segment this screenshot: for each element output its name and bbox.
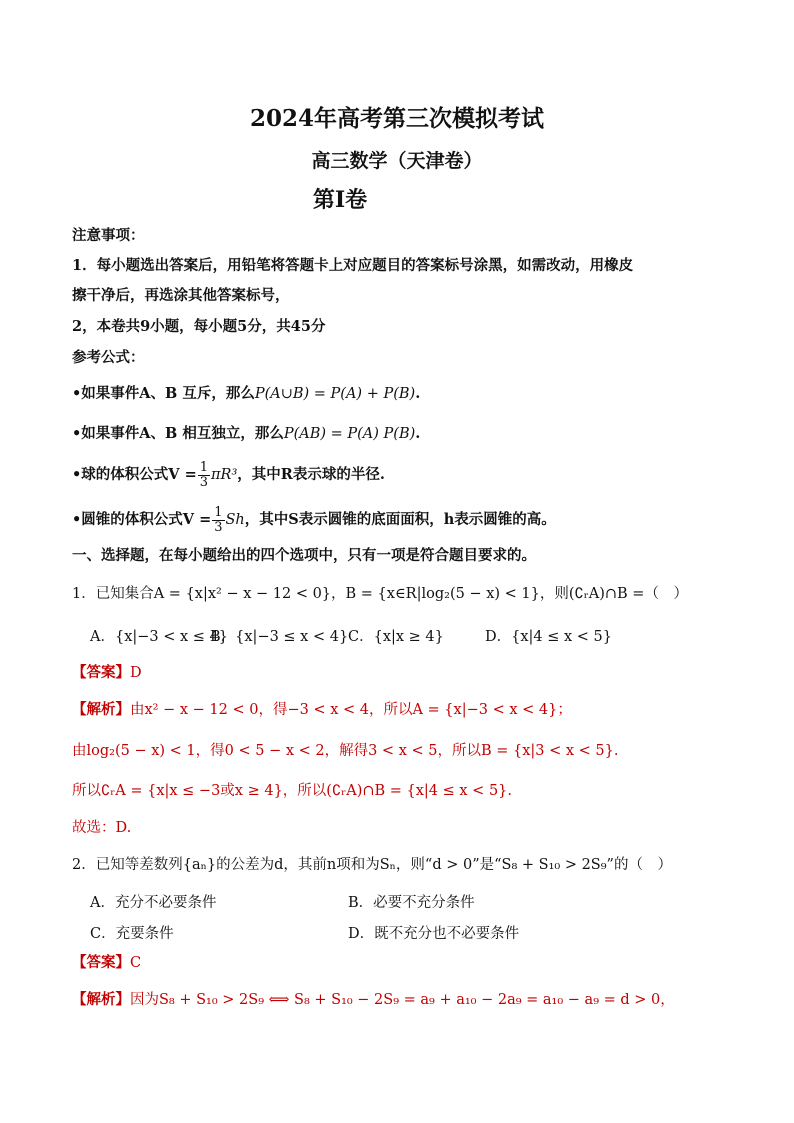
formula-3-prefix: •球的体积公式V = — [72, 466, 197, 483]
page-subtitle: 高三数学（天津卷） — [311, 150, 483, 172]
question-1-option-d: D．{x|4 ≤ x < 5} — [485, 629, 613, 645]
question-2-stem: 2．已知等差数列{aₙ}的公差为d，其前n项和为Sₙ，则“d > 0”是“S₈ + S₁₀ > 2S₉”的（ ） — [72, 857, 672, 873]
question-1-option-b: B．{x|−3 ≤ x < 4} — [210, 629, 349, 645]
question-1-option-a: A．{x|−3 < x ≤ 4} — [90, 629, 228, 645]
page-title: 2024年高考第三次模拟考试 — [249, 105, 544, 132]
question-2-answer — [72, 953, 141, 973]
analysis-tag: 【解析】 — [72, 991, 130, 1008]
question-2-option-c: C．充要条件 — [90, 926, 174, 942]
section-heading-choice: 一、选择题，在每小题给出的四个选项中，只有一项是符合题目要求的。 — [72, 547, 536, 564]
answer-tag: 【答案】 — [72, 664, 130, 681]
formula-1-suffix: . — [415, 385, 421, 402]
question-1-conclusion: 故选：D. — [72, 820, 132, 836]
question-2-option-d: D．既不充分也不必要条件 — [348, 926, 520, 942]
notice-item-1-line-1: 1．每小题选出答案后，用铅笔将答题卡上对应题目的答案标号涂黑，如需改动，用橡皮 — [72, 257, 634, 274]
formula-mutually-exclusive — [72, 384, 420, 404]
question-2-option-b: B．必要不充分条件 — [348, 895, 475, 911]
formula-4-prefix: •圆锥的体积公式V = — [72, 511, 212, 528]
question-1-analysis-1 — [72, 700, 572, 720]
notice-heading: 注意事项： — [72, 227, 145, 244]
formula-cone-volume — [72, 504, 556, 536]
formula-3-math: πR³ — [211, 467, 238, 483]
volume-heading: 第I卷 — [312, 187, 368, 213]
notice-item-1-line-2: 擦干净后，再选涂其他答案标号， — [72, 287, 290, 304]
formulas-heading: 参考公式： — [72, 349, 145, 366]
answer-tag: 【答案】 — [72, 954, 130, 971]
question-2-option-a: A．充分不必要条件 — [90, 895, 217, 911]
formula-2-math: P(AB) = P(A) P(B) — [283, 426, 416, 442]
question-1-stem: 1．已知集合A = {x|x² − x − 12 < 0}，B = {x∈R|log₂(5 − x) < 1}，则(∁ᵣA)∩B =（ ） — [72, 586, 688, 602]
formula-independent — [72, 424, 420, 444]
formula-4-math: Sh — [225, 512, 245, 528]
formula-2-suffix: . — [415, 425, 421, 442]
analysis-text: 由x² − x − 12 < 0，得−3 < x < 4，所以A = {x|−3 < x < 4}； — [130, 702, 572, 718]
question-1-analysis-3: 所以∁ᵣA = {x|x ≤ −3或x ≥ 4}，所以(∁ᵣA)∩B = {x|4 ≤ x < 5}. — [72, 783, 513, 799]
formula-3-suffix: ，其中R表示球的半径. — [237, 466, 385, 483]
question-2-analysis — [72, 990, 675, 1010]
analysis-tag: 【解析】 — [72, 701, 130, 718]
formula-4-suffix: ，其中S表示圆锥的底面面积，h表示圆锥的高。 — [244, 511, 556, 528]
answer-value: D — [130, 665, 142, 681]
answer-value: C — [130, 955, 142, 971]
question-1-analysis-2: 由log₂(5 − x) < 1，得0 < 5 − x < 2，解得3 < x < 5，所以B = {x|3 < x < 5}. — [72, 743, 619, 759]
formula-sphere-volume — [72, 459, 385, 491]
formula-2-prefix: •如果事件A、B 相互独立，那么 — [72, 425, 284, 442]
formula-1-prefix: •如果事件A、B 互斥，那么 — [72, 385, 255, 402]
question-1-option-c: C．{x|x ≥ 4} — [348, 629, 444, 645]
notice-item-2: 2，本卷共9小题，每小题5分，共45分 — [72, 318, 326, 335]
formula-1-math: P(A∪B) = P(A) + P(B) — [254, 386, 416, 402]
fraction-one-third: $\frac{1}{3}$ — [199, 459, 208, 490]
analysis-text: 因为S₈ + S₁₀ > 2S₉ ⟺ S₈ + S₁₀ − 2S₉ = a₉ + a₁₀ − 2a₉ = a₁₀ − a₉ = d > 0， — [130, 992, 675, 1008]
question-1-answer — [72, 663, 142, 683]
fraction-one-third: $\frac{1}{3}$ — [214, 504, 223, 535]
